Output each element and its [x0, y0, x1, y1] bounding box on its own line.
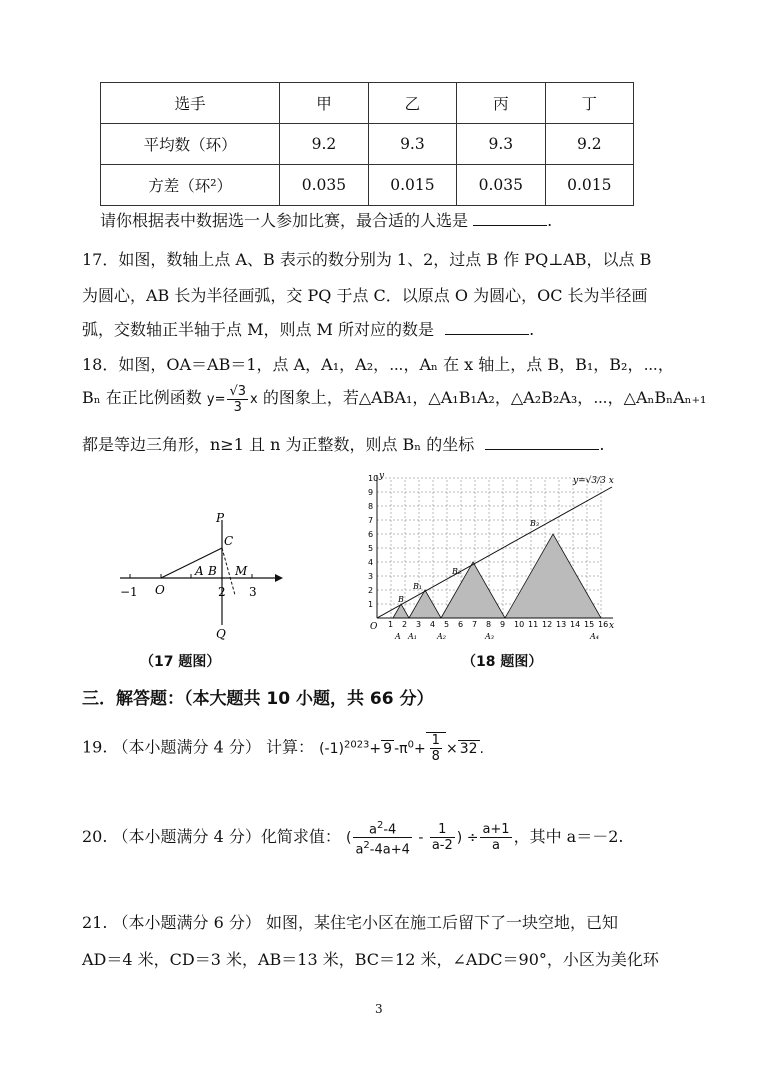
- label-m: M: [235, 564, 248, 578]
- point-label-b2: B₂: [452, 567, 462, 576]
- table-cell: 丙: [457, 83, 545, 124]
- figure-17: [115, 510, 285, 640]
- question-20-suffix: ，其中 a＝－2.: [513, 826, 624, 846]
- question-20-text: 20. （本小题满分 4 分）化简求值：: [82, 826, 341, 846]
- x-tick-label: 9: [500, 620, 506, 629]
- point-label-b3: B₃: [530, 519, 540, 528]
- axis-label-y: y: [379, 471, 385, 481]
- table-cell: 0.035: [457, 165, 545, 206]
- question-19: [82, 732, 682, 764]
- score-table: [100, 82, 634, 206]
- answer-blank: [473, 211, 547, 226]
- y-tick-label: 4: [368, 558, 374, 567]
- origin-label: O: [370, 622, 378, 632]
- x-tick-label: 14: [570, 620, 581, 629]
- x-tick-label: 7: [472, 620, 478, 629]
- x-tick-label: 5: [444, 620, 450, 629]
- x-tick-label: 8: [486, 620, 492, 629]
- x-tick-label: 4: [430, 620, 436, 629]
- tick-label: 2: [218, 585, 226, 599]
- point-label-a3: A₃: [485, 632, 494, 641]
- x-tick-label: 12: [542, 620, 553, 629]
- figure-18: [368, 470, 618, 645]
- y-tick-label: 10: [368, 474, 379, 483]
- question-17-line-3: 弧，交数轴正半轴于点 M，则点 M 所对应的数是 .: [82, 320, 535, 339]
- x-tick-label: 15: [584, 620, 595, 629]
- section-3-title: 三．解答题：（本大题共 10 小题，共 66 分）: [82, 689, 434, 709]
- question-18-line-1: 18．如图，OA＝AB＝1，点 A，A₁，A₂，⋯，Aₙ 在 x 轴上，点 B，B₁，B₂，⋯，: [82, 355, 674, 374]
- point-label-a2: A₂: [437, 632, 446, 641]
- table-cell: 选手: [101, 83, 280, 124]
- question-19-text: 19. （本小题满分 4 分） 计算：: [82, 737, 314, 757]
- label-o: O: [155, 583, 165, 597]
- y-tick-label: 8: [368, 502, 374, 511]
- x-tick-label: 10: [514, 620, 525, 629]
- table-cell: 0.035: [280, 165, 368, 206]
- x-tick-label: 11: [528, 620, 539, 629]
- question-17-line-1: 17．如图，数轴上点 A、B 表示的数分别为 1、2，过点 B 作 PQ⊥AB，以点 B: [82, 250, 652, 269]
- x-tick-label: 16: [598, 620, 609, 629]
- x-tick-label: 3: [416, 620, 422, 629]
- table-cell: 0.015: [545, 165, 633, 206]
- question-16-prompt: 请你根据表中数据选一人参加比赛，最合适的人选是 .: [100, 211, 553, 230]
- x-tick-label: 2: [402, 620, 408, 629]
- question-21-line-2: AD＝4 米，CD＝3 米，AB＝13 米，BC＝12 米，∠ADC＝90°，小区为美化环: [82, 950, 659, 969]
- axis-label-x: x: [609, 621, 615, 631]
- label-c: C: [224, 534, 234, 548]
- table-row: [101, 165, 634, 206]
- question-17-text: 弧，交数轴正半轴于点 M，则点 M 所对应的数是: [82, 320, 435, 339]
- question-20: [82, 818, 682, 858]
- answer-blank: [445, 320, 529, 335]
- table-cell: 丁: [545, 83, 633, 124]
- y-tick-label: 6: [368, 530, 374, 539]
- point-label-b1: B₁: [413, 582, 423, 591]
- label-b: B: [208, 564, 217, 578]
- table-cell: 9.3: [457, 124, 545, 165]
- question-18-text: 都是等边三角形，n≥1 且 n 为正整数，则点 Bₙ 的坐标: [82, 435, 475, 454]
- point-label-a: A: [395, 632, 401, 641]
- table-cell: 乙: [368, 83, 456, 124]
- table-cell: 0.015: [368, 165, 456, 206]
- function-formula: y= $\frac{√3}{3}$ x: [206, 384, 258, 415]
- table-header-row: [101, 83, 634, 124]
- question-18-text: 的图象上，若△ABA₁，△A₁B₁A₂，△A₂B₂A₃，⋯，△AₙBₙAₙ₊₁: [262, 388, 707, 407]
- point-label-a4: A₄: [590, 632, 599, 641]
- line-label: y=√3/3 x: [573, 476, 614, 486]
- table-cell: 9.2: [545, 124, 633, 165]
- label-a: A: [195, 564, 204, 578]
- label-q: Q: [216, 627, 226, 640]
- math-expression: $(-1)^{2023}+ 9$ $-\pi^0+$ $\frac{1}{8}$ × 32 .: [319, 733, 484, 764]
- y-tick-label: 5: [368, 544, 374, 553]
- question-18-text: Bₙ 在正比例函数: [82, 388, 202, 407]
- y-tick-label: 7: [368, 516, 374, 525]
- figure-18-caption: （18 题图）: [462, 654, 543, 670]
- tick-label: 3: [249, 585, 257, 599]
- y-tick-label: 1: [368, 600, 374, 609]
- table-cell: 平均数（环）: [101, 124, 280, 165]
- label-p: P: [216, 511, 225, 525]
- question-16-text: 请你根据表中数据选一人参加比赛，最合适的人选是: [100, 211, 469, 230]
- table-cell: 方差（环²）: [101, 165, 280, 206]
- point-label-a1: A₁: [408, 632, 417, 641]
- figure-17-caption: （17 题图）: [140, 654, 221, 670]
- question-21-line-1: 21. （本小题满分 6 分） 如图，某住宅小区在施工后留下了一块空地，已知: [82, 913, 618, 932]
- table-row: [101, 124, 634, 165]
- table-cell: 9.3: [368, 124, 456, 165]
- point-label-b: B: [398, 595, 404, 604]
- table-cell: 9.2: [280, 124, 368, 165]
- question-18-line-3: 都是等边三角形，n≥1 且 n 为正整数，则点 Bₙ 的坐标 .: [82, 435, 605, 454]
- math-expression: ( $\frac{a^2-4}{a^2-4a+4}$ - $\frac{1}{a-2}$ ) ÷ $\frac{a+1}{a}$: [345, 820, 510, 858]
- table-cell: 甲: [280, 83, 368, 124]
- question-17-line-2: 为圆心，AB 长为半径画弧，交 PQ 于点 C．以原点 O 为圆心，OC 长为半径画: [82, 286, 648, 305]
- y-tick-label: 9: [368, 488, 374, 497]
- page-number: 3: [375, 1002, 383, 1016]
- x-tick-label: 1: [388, 620, 394, 629]
- question-18-line-2: [82, 384, 707, 415]
- answer-blank: [485, 435, 599, 450]
- tick-label: −1: [120, 585, 138, 599]
- x-tick-label: 6: [458, 620, 464, 629]
- y-tick-label: 2: [368, 586, 374, 595]
- x-tick-label: 13: [556, 620, 567, 629]
- y-tick-label: 3: [368, 572, 374, 581]
